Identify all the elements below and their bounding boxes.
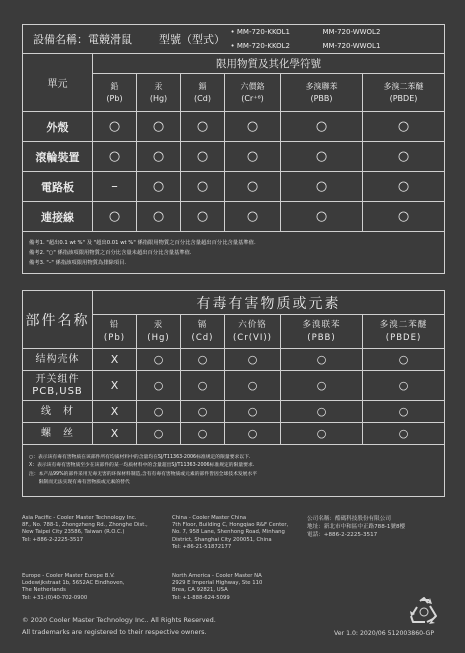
substance-symbol: (Pb) xyxy=(106,93,123,103)
version-label: Ver 1.0: 2020/06 512003860-GP xyxy=(334,630,435,637)
substance-mark: ○ xyxy=(225,202,281,232)
substance-mark: ○ xyxy=(363,172,445,202)
part-name-cell xyxy=(23,202,93,232)
substance-mark: X xyxy=(93,349,137,371)
substance-mark: ○ xyxy=(137,423,181,445)
address-line: No. 7, 958 Lane, Shenhong Road, Minhang xyxy=(172,529,285,536)
model-number: MM-720-KKOL2 xyxy=(236,42,291,50)
substance-mark: ○ xyxy=(137,172,181,202)
unit-header: 單元 xyxy=(23,54,93,112)
substance-mark: ○ xyxy=(181,172,225,202)
address-line: 8F., No. 788-1, Zhongzheng Rd., Zhonghe Dist., xyxy=(22,522,148,529)
table-row xyxy=(23,401,445,423)
substance-mark: ○ xyxy=(137,142,181,172)
address-line: Lodewijkstraat 1b, 5652AC Eindhoven, xyxy=(22,580,125,587)
substance-header xyxy=(363,74,445,112)
note-line: 備考3. "–" 係指該項限用物質為排除項目. xyxy=(29,259,127,266)
note-line: 限制而无法实现有毒有害物质或元素的替代 xyxy=(29,480,130,485)
substance-name: 六价铬 xyxy=(238,319,267,330)
substance-name: 鎘 xyxy=(198,81,207,91)
address-line: Tel: +886-2-2225-3517 xyxy=(22,536,84,543)
china-rohs-table xyxy=(22,290,445,497)
substance-mark: ○ xyxy=(281,202,363,232)
substance-mark: ○ xyxy=(93,142,137,172)
substance-mark: ○ xyxy=(363,202,445,232)
address-asia-pacific xyxy=(22,515,148,544)
substance-symbol: (Hg) xyxy=(149,93,168,103)
substance-name: 多溴二苯醚 xyxy=(379,319,428,330)
table-row xyxy=(23,112,445,142)
address-north-america xyxy=(172,573,262,602)
substance-name: 汞 xyxy=(154,81,163,91)
substance-mark: X xyxy=(93,423,137,445)
recycle-icon xyxy=(409,597,439,625)
substance-symbol: (PBB) xyxy=(310,93,333,103)
address-line: Asia Pacific - Cooler Master Technology Inc. xyxy=(22,515,137,521)
substance-mark: ○ xyxy=(137,112,181,142)
address-line: Tel: +31-(0)40-702-0900 xyxy=(22,594,88,601)
part-name: 结构壳体 xyxy=(35,353,80,365)
substance-name: 镉 xyxy=(197,319,208,330)
address-line: China - Cooler Master China xyxy=(172,515,247,521)
part-name-cell xyxy=(23,371,93,401)
taiwan-notes xyxy=(23,232,445,274)
substance-mark: ○ xyxy=(225,371,281,401)
note-line: ○：表示该有毒有害物质在该部件所有均质材料中的含量均在SJ/T11363-2006标准规定的限量要求以下. xyxy=(29,454,251,460)
substance-header xyxy=(225,315,281,349)
substance-mark: ○ xyxy=(181,202,225,232)
note-line: 注：本产品99%的部件采用无毒无害的环保材料制造,含有有毒有害物质或元素的部件皆因全球技术发展水平 xyxy=(29,471,258,477)
part-name-cell xyxy=(23,401,93,423)
copyright-line: All trademarks are registered to their respective owners. xyxy=(22,628,207,636)
address-line: North America - Cooler Master NA xyxy=(172,573,262,579)
substance-mark: ○ xyxy=(181,142,225,172)
address-line: Europe - Cooler Master Europe B.V. xyxy=(22,573,115,579)
substance-mark: X xyxy=(93,401,137,423)
substance-mark: ○ xyxy=(363,371,445,401)
part-name: 外殼 xyxy=(46,120,69,134)
substance-header xyxy=(137,74,181,112)
note-line: 備考1. "超出0.1 wt %" 及 "超出0.01 wt %" 係指限用物質之百分比含量超出百分比含量基準值. xyxy=(29,239,256,246)
address-europe xyxy=(22,573,124,602)
substance-symbol: (Cd) xyxy=(191,332,214,343)
part-name: 线 材 xyxy=(41,405,74,417)
substance-mark: ○ xyxy=(363,423,445,445)
part-name: 开关组件 xyxy=(35,373,80,385)
address-line: District, Shanghai City 200051, China xyxy=(172,536,272,543)
substance-mark: ○ xyxy=(363,349,445,371)
parts-name-header: 部件名称 xyxy=(23,291,93,349)
copyright-line: © 2020 Cooler Master Technology Inc.. All Rights Reserved. xyxy=(22,616,216,624)
substance-mark: ○ xyxy=(281,172,363,202)
substance-mark: ○ xyxy=(93,112,137,142)
substance-mark: ○ xyxy=(137,371,181,401)
table-row xyxy=(23,142,445,172)
substance-name: 六價鉻 xyxy=(240,81,265,91)
substance-mark: ○ xyxy=(363,142,445,172)
address-line: 7th Floor, Building C, Hongqiao R&F Center, xyxy=(172,522,289,529)
substance-mark: ○ xyxy=(137,401,181,423)
table-row xyxy=(23,172,445,202)
table-row xyxy=(23,349,445,371)
address-line: Tel: +86-21-51872177 xyxy=(172,543,232,550)
address-line: New Taipei City 23586, Taiwan (R.O.C.) xyxy=(22,529,125,536)
address-line: 電話：+886-2-2225-3517 xyxy=(307,532,378,538)
substance-symbol: (Cr(VI)) xyxy=(232,332,273,343)
hazardous-substances-title: 有毒有害物质或元素 xyxy=(93,291,445,315)
substance-header xyxy=(181,74,225,112)
substance-mark: ○ xyxy=(181,349,225,371)
substance-mark: ○ xyxy=(225,142,281,172)
substance-symbol: (PBDE) xyxy=(389,93,418,103)
substance-mark: ○ xyxy=(281,371,363,401)
substance-mark: ○ xyxy=(281,142,363,172)
address-line: The Netherlands xyxy=(22,587,66,594)
part-name-cell xyxy=(23,349,93,371)
address-line: Tel: +1-888-624-5099 xyxy=(172,594,230,601)
part-name: 連接線 xyxy=(41,210,74,224)
address-line: Brea, CA 92821, USA xyxy=(172,587,228,594)
note-line: X：表示该有毒有害物质至少在该部件的某一均质材料中的含量超出SJ/T11363-2006标准规定的限量要求. xyxy=(29,463,255,468)
substance-mark: ○ xyxy=(181,423,225,445)
substance-mark: ○ xyxy=(281,423,363,445)
address-china xyxy=(172,515,288,551)
substance-symbol: (PBDE) xyxy=(385,332,422,343)
substance-name: 铅 xyxy=(109,319,120,330)
substance-mark: ○ xyxy=(181,401,225,423)
substance-mark: ○ xyxy=(225,112,281,142)
substance-mark: ○ xyxy=(225,401,281,423)
part-name: 電路板 xyxy=(41,180,74,194)
substance-name: 多溴二苯醚 xyxy=(383,81,424,91)
substance-mark: ○ xyxy=(281,112,363,142)
substance-mark: ○ xyxy=(225,172,281,202)
device-name-header: 設備名稱：電競滑鼠 型號（型式） xyxy=(23,25,225,54)
substance-header xyxy=(281,315,363,349)
model-number: MM-720-WWOL1 xyxy=(322,42,381,50)
substance-name: 多溴联苯 xyxy=(302,319,341,330)
substance-header xyxy=(137,315,181,349)
substance-mark: ○ xyxy=(281,349,363,371)
address-line: 地址：新北市中和區中正路788-1號8樓 xyxy=(307,524,406,530)
substance-symbol: (Pb) xyxy=(103,332,126,343)
substance-mark: ○ xyxy=(137,349,181,371)
part-name-sub: PCB,USB xyxy=(32,385,83,397)
china-notes xyxy=(23,445,445,497)
address-line: 2929 E Imperial Highway, Ste 110 xyxy=(172,580,263,587)
part-name-cell xyxy=(23,142,93,172)
substance-header xyxy=(93,315,137,349)
substance-symbol: (Hg) xyxy=(147,332,170,343)
substance-header xyxy=(363,315,445,349)
note-line: 備考2. "○" 係指該項限用物質之百分比含量未超出百分比含量基準值. xyxy=(29,249,192,256)
substance-header xyxy=(93,74,137,112)
substance-mark: ○ xyxy=(225,423,281,445)
table-row xyxy=(23,423,445,445)
part-name-cell xyxy=(23,172,93,202)
substance-mark: ○ xyxy=(363,112,445,142)
substance-header xyxy=(225,74,281,112)
substance-symbol: (Cd) xyxy=(194,93,211,103)
substance-mark: X xyxy=(93,371,137,401)
address-taiwan-company xyxy=(307,515,405,539)
copyright-notice xyxy=(22,614,216,638)
part-name: 螺 丝 xyxy=(41,427,74,439)
part-name-cell xyxy=(23,112,93,142)
substance-mark: ○ xyxy=(137,202,181,232)
substance-header xyxy=(181,315,225,349)
substance-name: 鉛 xyxy=(110,81,119,91)
substance-mark: ○ xyxy=(93,202,137,232)
address-line: 公司名稱：酷碼科技股份有限公司 xyxy=(307,516,391,522)
taiwan-rohs-table xyxy=(22,24,445,274)
substance-symbol: (PBB) xyxy=(307,332,336,343)
model-number: MM-720-WWOL2 xyxy=(322,28,381,36)
substance-name: 汞 xyxy=(153,319,164,330)
restricted-substances-header: 限用物質及其化學符號 xyxy=(93,54,445,74)
substance-mark: ○ xyxy=(225,349,281,371)
model-list: • MM-720-KKOL1 MM-720-WWOL2 • MM-720-KKOL2 MM-720-WWOL1 xyxy=(225,25,445,54)
part-name-cell xyxy=(23,423,93,445)
model-number: MM-720-KKOL1 xyxy=(236,28,291,36)
substance-name: 多溴聯苯 xyxy=(305,81,338,91)
substance-mark: ○ xyxy=(363,401,445,423)
substance-mark: ○ xyxy=(181,112,225,142)
substance-mark: ○ xyxy=(181,371,225,401)
substance-mark: – xyxy=(93,172,137,202)
table-row xyxy=(23,371,445,401)
substance-symbol: (Cr⁺⁶) xyxy=(241,93,264,103)
table-row xyxy=(23,202,445,232)
part-name: 滾輪裝置 xyxy=(35,150,80,164)
substance-header xyxy=(281,74,363,112)
substance-mark: ○ xyxy=(281,401,363,423)
